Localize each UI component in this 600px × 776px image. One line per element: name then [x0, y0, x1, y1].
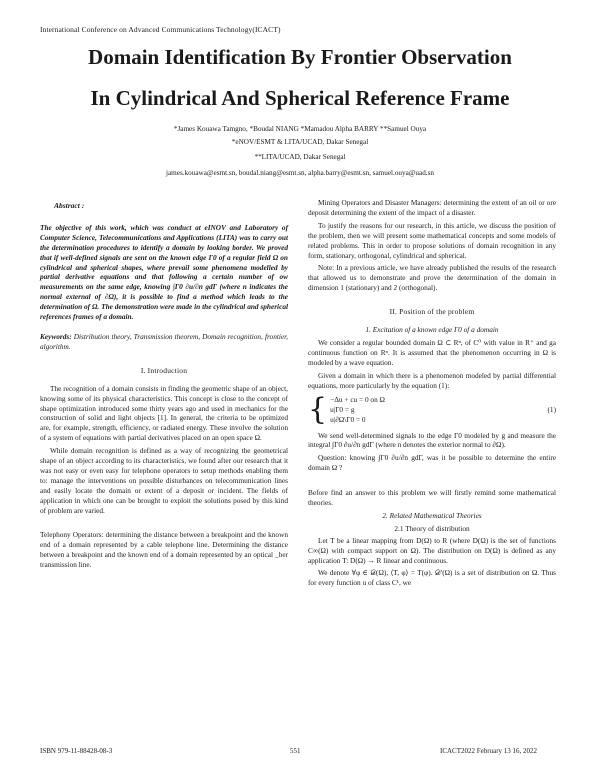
abstract-heading: Abstract : [54, 201, 85, 210]
section-heading-introduction: I. Introduction [140, 365, 188, 375]
keywords-text: Distribution theory, Transmission theorem, Domain recognition, frontier, algorithm. [40, 331, 288, 351]
title-line-1: Domain Identification By Frontier Observation [88, 45, 512, 69]
equation-number: (1) [547, 404, 556, 414]
body-paragraph: Note: In a previous article, we have already published the results of the research that allowed us to demonstrate and prove the determination of the domain in dimension 1 (stationary) and 2 (orthogonal). [308, 263, 556, 293]
body-paragraph: Question: knowing ∫Γ0 ∂u/∂n gdΓ, was it be possible to determine the entire domain Ω ? [308, 453, 556, 473]
author-emails: james.kouawa@esmt.sn, boudal.niang@esmt.sn, alpha.barry@esmt.sn, samuel.ouya@uad.sn [165, 169, 434, 177]
equation-line: u|∂Ω\Γ0 = 0 [330, 414, 366, 424]
affiliation-1: *eNOV/ESMT & LITA/UCAD, Dakar Senegal [231, 138, 369, 146]
left-column [40, 198, 288, 573]
body-paragraph: Mining Operators and Disaster Managers: determining the extent of an oil or ore deposit determining the extent of the impact of a disaster. [308, 198, 556, 217]
equation-line: u|Γ0 = g [330, 404, 355, 414]
equation-1 [308, 391, 556, 427]
intro-paragraph: The recognition of a domain consists in finding the geometric shape of an object, knowing some of its physical characteristics. This concept is close to the concept of shape optimization introduced some thirty years ago and used in mechanics for the construction of solid and light objects [1]. In general, the criteria to be optimized are, for example, strength, efficiency, or radiated energy. These involve the solution of a system of equations with partial derivatives placed on an open space Ω. [40, 383, 288, 443]
subsection-heading-excitation: 1. Excitation of a known edge Γ0 of a domain [365, 325, 499, 335]
section-heading-position: II. Position of the problem [389, 307, 475, 317]
footer-conference: ICACT2022 February 13 16, 2022 [440, 747, 538, 755]
body-paragraph: To justify the reasons for our research, in this article, we discuss the position of the problem, then we will present some mathematical concepts and some models of related problems. This in order to propose solutions of domain recognition in any form, stationary, orthogonal, cylindrical and spherical. [308, 220, 556, 260]
body-paragraph: Before find an answer to this problem we will firstly remind some mathematical theories. [308, 488, 556, 508]
body-paragraph: We denote ∀φ ∈ 𝒟(Ω), ⟨T, φ⟩ = T(φ). 𝒟′(Ω) is a set of distribution on Ω. Thus for every function u of class C¹, we [308, 568, 556, 588]
subsection-heading-theories: 2. Related Mathematical Theories [382, 510, 482, 520]
footer-page-number: 551 [290, 747, 301, 755]
subsubsection-heading-distribution: 2.1 Theory of distribution [394, 523, 470, 533]
running-head: International Conference on Advanced Communications Technology(ICACT) [40, 25, 281, 34]
keywords [40, 332, 288, 352]
body-paragraph: We send well-determined signals to the edge Γ0 modeled by g and measure the integral ∫Γ0 ∂u/∂n gdΓ (where n denotes the exterior normal to ∂Ω). [308, 430, 556, 450]
footer-isbn: ISBN 979-11-88428-08-3 [40, 747, 113, 755]
keywords-label: Keywords: [40, 331, 72, 341]
equation-line: −Δu + cu = 0 on Ω [330, 394, 385, 404]
abstract-text: The objective of this work, which was conduct at eINOV and Laboratory of Computer Science, Telecommunications and Applications (LITA) was to carry out the determination procedures to identify a domain by looking border. We proved that if well-defined signals are sent on the known edge Γ0 of a regular field Ω on cylindrical and spherical shapes, where prevail some phenomena modelled by partial derivative equations and that following a certain number of ow measurements on the same edge, knowing ∫Γ0 ∂u/∂n gdΓ (where n indicates the normal external of ∂Ω), it is possible to find a method which leads to the determination of Ω. The demonstration were made in the cylindrical and spherical references frames of a domain. [40, 222, 288, 322]
right-column [308, 198, 556, 591]
body-paragraph: Let T be a linear mapping from D(Ω) to R (where D(Ω) is the set of functions C∞(Ω) with compact support on Ω). The distribution on D(Ω) is defined as any application T: D(Ω) → R linear and continuous. [308, 535, 556, 565]
intro-paragraph: Telephony Operators: determining the distance between a breakpoint and the known end of a domain represented by a cable telephone line. Determining the distance between a breakpoint and the known end of a domain represented by an optical _ber transmission line. [40, 530, 288, 570]
author-list: *James Kouawa Tamgno, *Boudal NIANG *Mamadou Alpha BARRY **Samuel Ouya [173, 125, 427, 133]
equation-lines [330, 395, 532, 425]
brace-glyph: { [308, 391, 328, 427]
body-paragraph: Given a domain in which there is a phenomenon modeled by partial differential equations, more particularly by the equation (1): [308, 370, 556, 390]
affiliation-2: **LITA/UCAD, Dakar Senegal [254, 153, 346, 161]
body-paragraph: We consider a regular bounded domain Ω ⊂ Rⁿ, of C⁰ with value in R⁺ and ga continuous function on Rⁿ. It is assumed that the phenomenon occurring in Ω is modeled by a wave equation. [308, 337, 556, 367]
intro-paragraph: While domain recognition is defined as a way of recognizing the geometrical shape of an object according to its characteristics, we found after our research that it was not easy or even easy for telephone operators to setup methods enabling them to: manage the interventions on possible disturbances on telecommunication lines and easily locate the domain or extent of a deposit or incident. The fields of application in which one can be brought to exploit the solutions posed by this kind of problem are varied. [40, 446, 288, 515]
title-line-2: In Cylindrical And Spherical Reference Frame [90, 86, 510, 110]
